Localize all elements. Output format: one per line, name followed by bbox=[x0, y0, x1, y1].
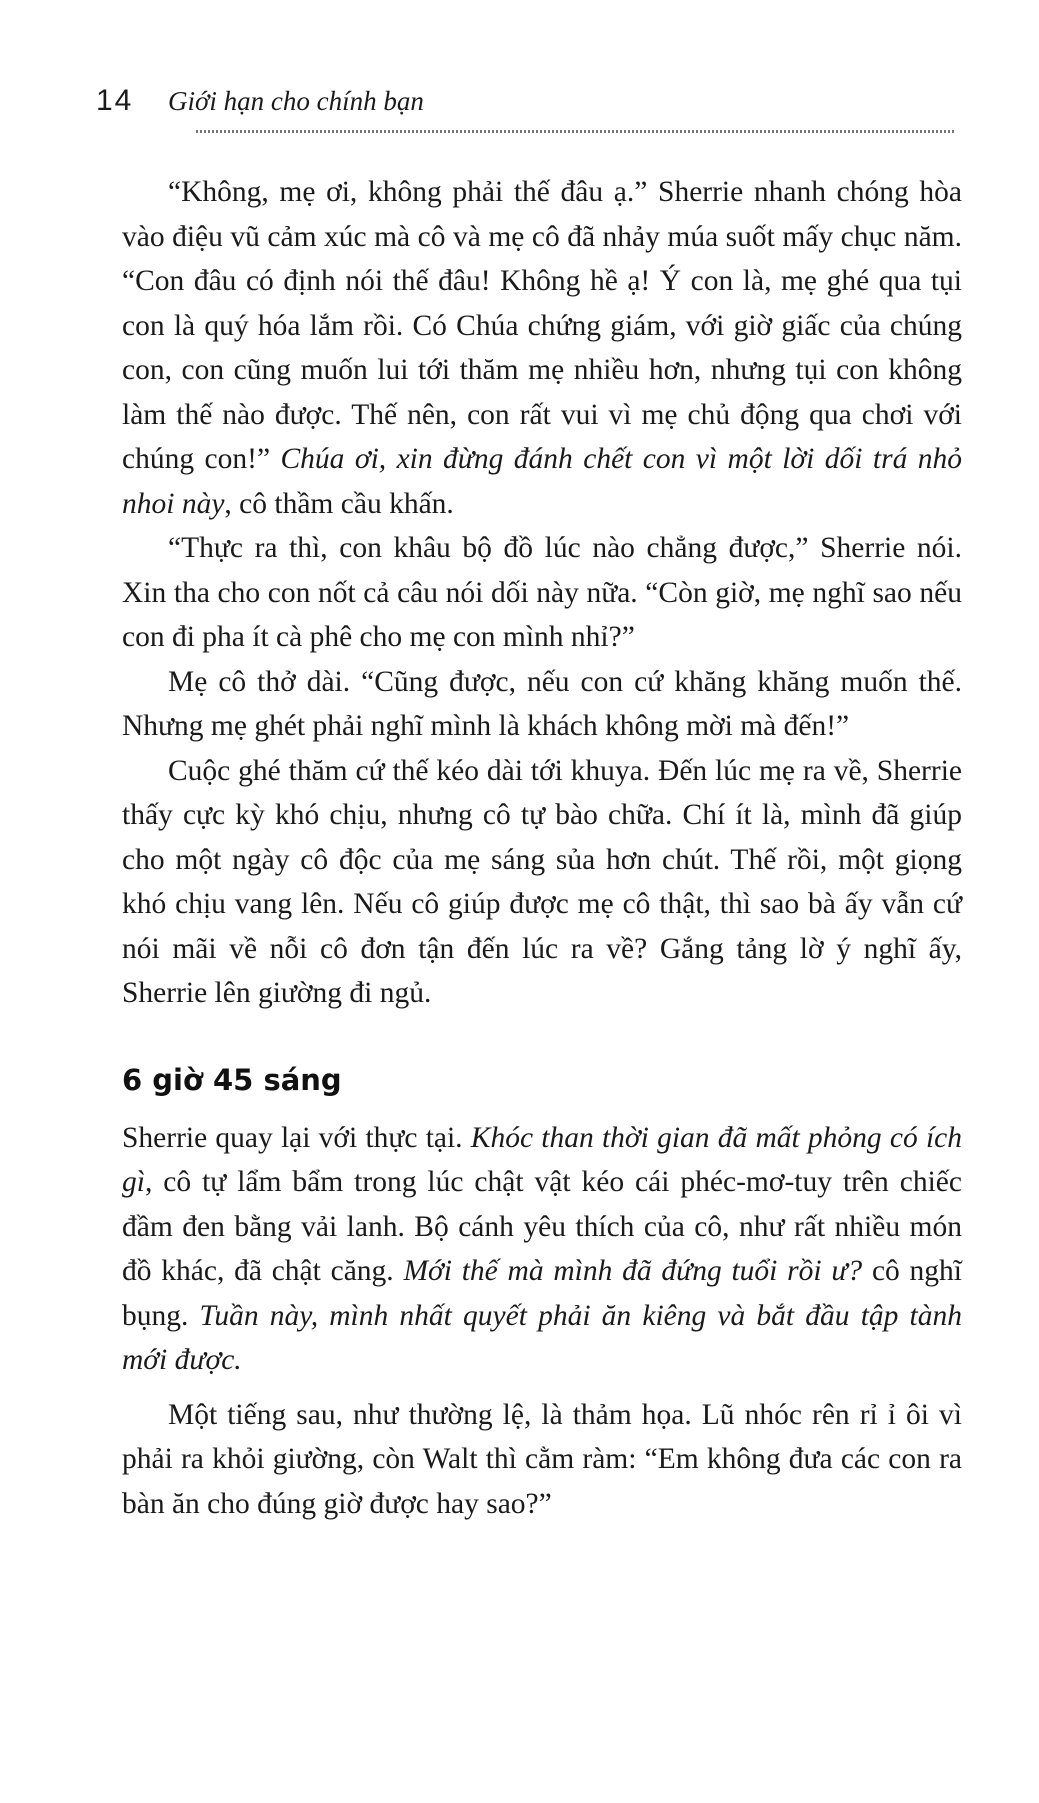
paragraph bbox=[122, 749, 962, 1016]
section-heading: 6 giờ 45 sáng bbox=[122, 1062, 342, 1097]
header-rule bbox=[196, 130, 956, 133]
paragraph bbox=[122, 526, 962, 660]
paragraph bbox=[122, 660, 962, 749]
paragraph-text: Mẹ cô thở dài. “Cũng được, nếu con cứ khăng khăng muốn thế. Nhưng mẹ ghét phải nghĩ mình là khách không mời mà đến!” bbox=[122, 665, 962, 742]
paragraph-text: cô nghĩ bụng. bbox=[122, 1255, 962, 1332]
paragraph-text: Sherrie quay lại với thực tại. bbox=[122, 1121, 471, 1154]
paragraph-text: “Thực ra thì, con khâu bộ đồ lúc nào chẳng được,” Sherrie nói. Xin tha cho con nốt cả câu nói dối này nữa. “Còn giờ, mẹ nghĩ sao nếu con đi pha ít cà phê cho mẹ con mình nhỉ?” bbox=[122, 532, 962, 653]
paragraph-italic-text: Tuần này, mình nhất quyết phải ăn kiêng và bắt đầu tập tành mới được. bbox=[122, 1299, 962, 1376]
paragraph-italic-text: Khóc than thời gian đã mất phỏng có ích gì bbox=[122, 1121, 963, 1198]
paragraph-text: Một tiếng sau, như thường lệ, là thảm họa. Lũ nhóc rên rỉ ỉ ôi vì phải ra khỏi giường, còn Walt thì cằm ràm: “Em không đưa các con ra bàn ăn cho đúng giờ được hay sao?” bbox=[122, 1398, 962, 1520]
page-number: 14 bbox=[96, 84, 134, 117]
paragraph-text: “Không, mẹ ơi, không phải thế đâu ạ.” Sherrie nhanh chóng hòa vào điệu vũ cảm xúc mà cô và mẹ cô đã nhảy múa suốt mấy chục năm. “Con đâu có định nói thế đâu! Không hề ạ! Ý con là, mẹ ghé qua tụi con là quý hóa lắm rồi. Có Chúa chứng giám, với giờ giấc của chúng con, con cũng muốn lui tới thăm mẹ nhiều hơn, nhưng tụi con không làm thế nào được. Thế nên, con rất vui vì mẹ chủ động qua chơi với chúng con!” bbox=[122, 176, 962, 475]
paragraph-text: Cuộc ghé thăm cứ thế kéo dài tới khuya. Đến lúc mẹ ra về, Sherrie thấy cực kỳ khó chịu, nhưng cô tự bào chữa. Chí ít là, mình đã giúp cho một ngày cô độc của mẹ sáng sủa hơn chút. Thế rồi, một giọng khó chịu vang lên. Nếu cô giúp được mẹ cô thật, thì sao bà ấy vẫn cứ nói mãi về nỗi cô đơn tận đến lúc ra về? Gắng tảng lờ ý nghĩ ấy, Sherrie lên giường đi ngủ. bbox=[122, 754, 962, 1009]
paragraph-text: , cô tự lẩm bẩm trong lúc chật vật kéo cái phéc-mơ-tuy trên chiếc đầm đen bằng vải lanh. Bộ cánh yêu thích của cô, như rất nhiều món đồ khác, đã chật căng. bbox=[122, 1166, 962, 1287]
running-title: Giới hạn cho chính bạn bbox=[168, 86, 424, 116]
paragraph bbox=[122, 1393, 962, 1527]
paragraph bbox=[122, 1116, 962, 1383]
running-head bbox=[96, 84, 956, 134]
paragraph-text: , cô thầm cầu khấn. bbox=[224, 487, 454, 520]
paragraph-italic-text: Chúa ơi, xin đừng đánh chết con vì một lời dối trá nhỏ nhoi này bbox=[122, 443, 962, 520]
paragraph bbox=[122, 170, 962, 526]
body-text bbox=[122, 170, 962, 1526]
paragraph-italic-text: Mới thế mà mình đã đứng tuổi rồi ư? bbox=[403, 1255, 863, 1287]
